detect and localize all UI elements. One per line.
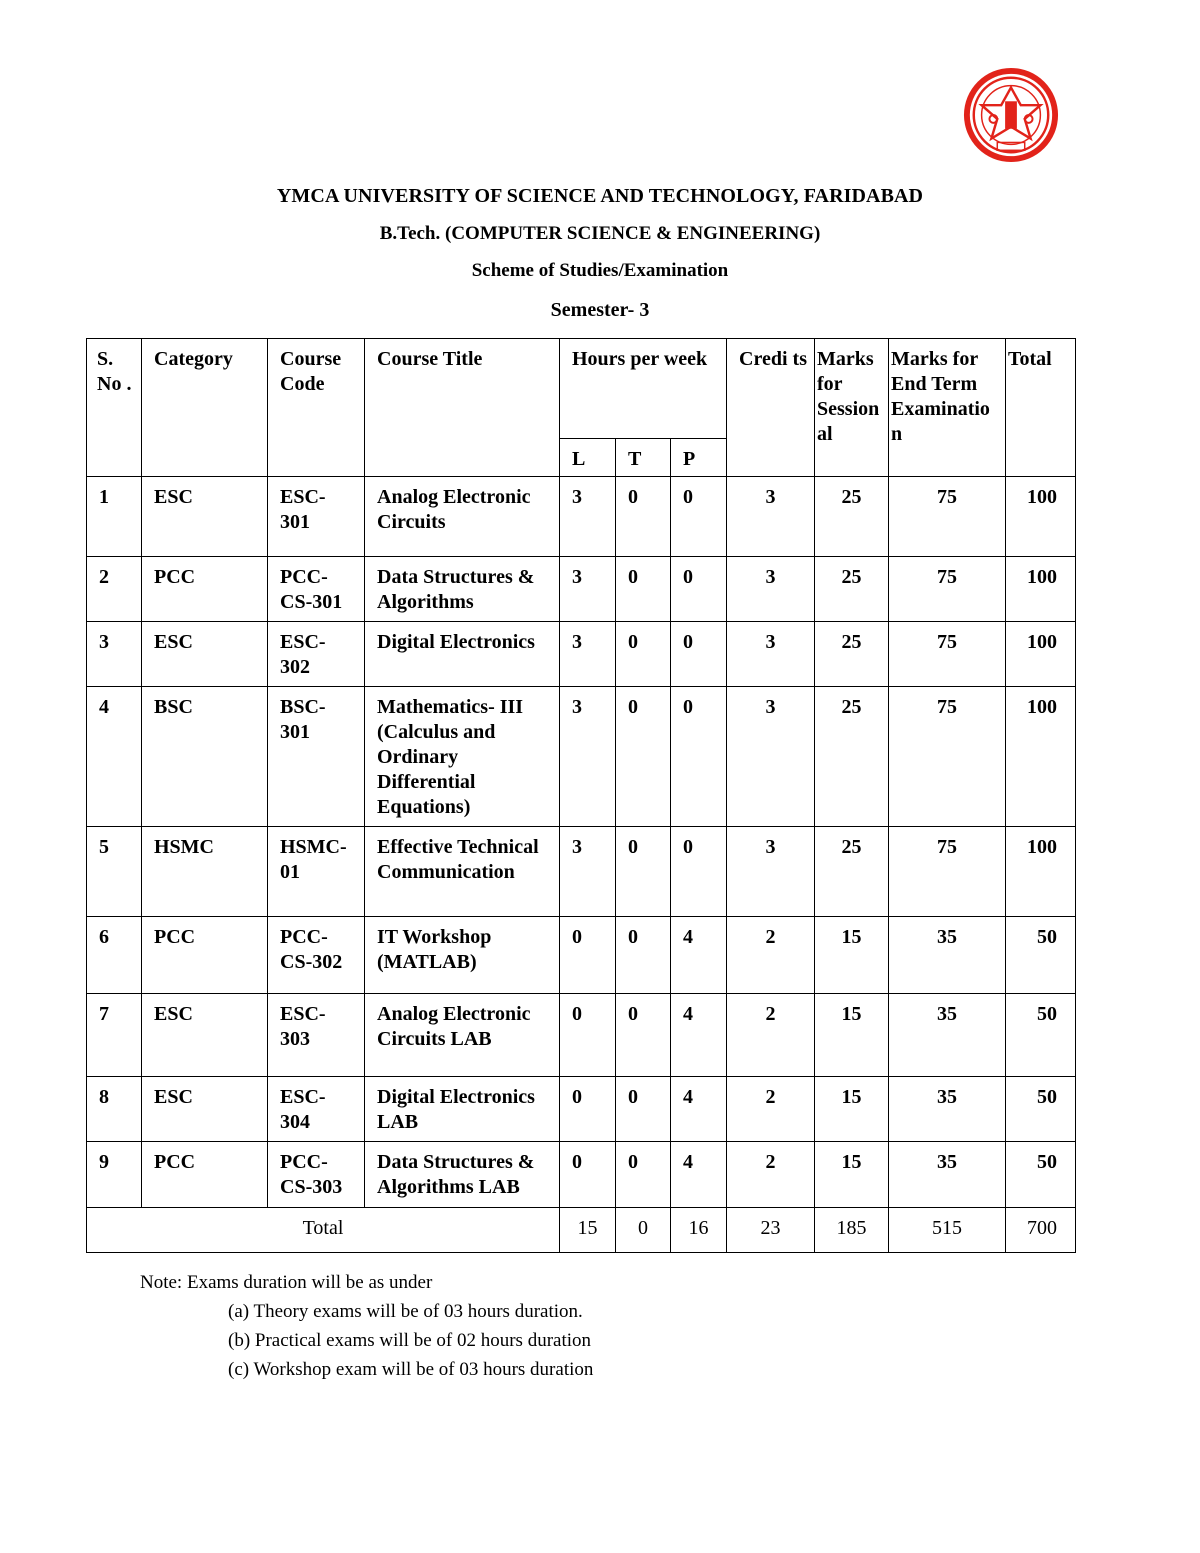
cell-t: 0: [616, 622, 671, 687]
cell-category: ESC: [142, 994, 268, 1077]
table-row: [87, 622, 1076, 687]
cell-course-code: BSC- 301: [268, 687, 365, 827]
cell-course-title: IT Workshop (MATLAB): [365, 917, 560, 994]
note-title: Note: Exams duration will be as under: [140, 1272, 433, 1293]
note-item: (b) Practical exams will be of 02 hours duration: [228, 1330, 592, 1351]
total-p: 16: [671, 1208, 727, 1253]
cell-sno: 3: [87, 622, 142, 687]
cell-course-title: Mathematics- III (Calculus and Ordinary Differential Equations): [365, 687, 560, 827]
cell-end-term: 35: [889, 1077, 1006, 1142]
total-row: [87, 1208, 1076, 1253]
cell-credits: 3: [727, 622, 815, 687]
table-row: [87, 557, 1076, 622]
total-l: 15: [560, 1208, 616, 1253]
cell-course-code: PCC- CS-301: [268, 557, 365, 622]
header-sno: S. No .: [87, 339, 142, 477]
cell-l: 3: [560, 557, 616, 622]
scheme-table: [86, 338, 1076, 1253]
cell-l: 0: [560, 1142, 616, 1208]
header-hours-per-week: Hours per week: [560, 339, 727, 439]
note-item: (a) Theory exams will be of 03 hours duration.: [228, 1301, 583, 1322]
cell-end-term: 75: [889, 827, 1006, 917]
cell-sno: 6: [87, 917, 142, 994]
cell-category: PCC: [142, 1142, 268, 1208]
cell-sessional: 25: [815, 557, 889, 622]
cell-p: 4: [671, 1142, 727, 1208]
cell-credits: 2: [727, 994, 815, 1077]
total-sessional: 185: [815, 1208, 889, 1253]
cell-course-code: PCC- CS-302: [268, 917, 365, 994]
cell-t: 0: [616, 1142, 671, 1208]
table-row: [87, 1077, 1076, 1142]
cell-l: 0: [560, 917, 616, 994]
table-row: [87, 917, 1076, 994]
cell-end-term: 75: [889, 477, 1006, 557]
cell-end-term: 35: [889, 1142, 1006, 1208]
cell-t: 0: [616, 1077, 671, 1142]
header-l: L: [560, 439, 616, 477]
header-t: T: [616, 439, 671, 477]
cell-t: 0: [616, 477, 671, 557]
cell-total: 50: [1006, 1077, 1076, 1142]
cell-t: 0: [616, 557, 671, 622]
cell-l: 0: [560, 1077, 616, 1142]
header-course-title: Course Title: [365, 339, 560, 477]
cell-category: PCC: [142, 557, 268, 622]
cell-sessional: 15: [815, 917, 889, 994]
cell-t: 0: [616, 687, 671, 827]
cell-end-term: 75: [889, 557, 1006, 622]
cell-course-code: ESC- 303: [268, 994, 365, 1077]
cell-sno: 2: [87, 557, 142, 622]
cell-total: 50: [1006, 917, 1076, 994]
cell-p: 4: [671, 1077, 727, 1142]
cell-credits: 3: [727, 687, 815, 827]
table-body: [87, 477, 1076, 1253]
cell-sessional: 25: [815, 827, 889, 917]
cell-course-title: Data Structures & Algorithms: [365, 557, 560, 622]
cell-sno: 1: [87, 477, 142, 557]
table-row: [87, 1142, 1076, 1208]
cell-credits: 2: [727, 1142, 815, 1208]
scheme-title: Scheme of Studies/Examination: [471, 260, 729, 281]
cell-sno: 5: [87, 827, 142, 917]
total-end-term: 515: [889, 1208, 1006, 1253]
cell-sessional: 25: [815, 477, 889, 557]
cell-sno: 7: [87, 994, 142, 1077]
cell-sno: 4: [87, 687, 142, 827]
cell-end-term: 75: [889, 622, 1006, 687]
cell-course-title: Data Structures & Algorithms LAB: [365, 1142, 560, 1208]
header-sessional-marks: Marks for Session al: [815, 339, 889, 477]
cell-end-term: 35: [889, 917, 1006, 994]
cell-course-code: PCC- CS-303: [268, 1142, 365, 1208]
programme-title: B.Tech. (COMPUTER SCIENCE & ENGINEERING): [379, 223, 821, 244]
cell-sessional: 15: [815, 1077, 889, 1142]
cell-course-code: ESC- 302: [268, 622, 365, 687]
cell-course-code: HSMC- 01: [268, 827, 365, 917]
note-list: [140, 1297, 593, 1384]
total-t: 0: [616, 1208, 671, 1253]
university-seal-logo: [962, 66, 1060, 164]
cell-p: 4: [671, 917, 727, 994]
cell-category: PCC: [142, 917, 268, 994]
cell-total: 100: [1006, 557, 1076, 622]
table-row: [87, 687, 1076, 827]
cell-l: 3: [560, 687, 616, 827]
cell-p: 0: [671, 622, 727, 687]
header-category: Category: [142, 339, 268, 477]
cell-end-term: 75: [889, 687, 1006, 827]
header-credits: Credi ts: [727, 339, 815, 477]
cell-t: 0: [616, 994, 671, 1077]
cell-category: HSMC: [142, 827, 268, 917]
cell-l: 3: [560, 477, 616, 557]
university-name: YMCA UNIVERSITY OF SCIENCE AND TECHNOLOGY, FARIDABAD: [276, 185, 924, 207]
cell-credits: 3: [727, 827, 815, 917]
cell-t: 0: [616, 917, 671, 994]
cell-course-code: ESC- 301: [268, 477, 365, 557]
header-course-code: Course Code: [268, 339, 365, 477]
cell-end-term: 35: [889, 994, 1006, 1077]
cell-course-title: Digital Electronics: [365, 622, 560, 687]
cell-sessional: 25: [815, 622, 889, 687]
cell-credits: 2: [727, 917, 815, 994]
table-row: [87, 994, 1076, 1077]
cell-category: BSC: [142, 687, 268, 827]
exam-duration-notes: [140, 1268, 593, 1384]
note-item: (c) Workshop exam will be of 03 hours duration: [228, 1359, 594, 1380]
table-row: [87, 477, 1076, 557]
cell-t: 0: [616, 827, 671, 917]
cell-p: 0: [671, 557, 727, 622]
cell-category: ESC: [142, 622, 268, 687]
cell-sessional: 15: [815, 994, 889, 1077]
total-credits: 23: [727, 1208, 815, 1253]
cell-total: 100: [1006, 477, 1076, 557]
cell-credits: 3: [727, 477, 815, 557]
cell-category: ESC: [142, 1077, 268, 1142]
header-end-term-marks: Marks for End Term Examinatio n: [889, 339, 1006, 477]
cell-sno: 8: [87, 1077, 142, 1142]
cell-total: 50: [1006, 1142, 1076, 1208]
header-p: P: [671, 439, 727, 477]
total-label: Total: [87, 1208, 560, 1253]
cell-total: 100: [1006, 622, 1076, 687]
cell-p: 0: [671, 827, 727, 917]
cell-course-title: Analog Electronic Circuits: [365, 477, 560, 557]
cell-total: 100: [1006, 687, 1076, 827]
cell-total: 100: [1006, 827, 1076, 917]
cell-p: 4: [671, 994, 727, 1077]
cell-sno: 9: [87, 1142, 142, 1208]
cell-credits: 2: [727, 1077, 815, 1142]
cell-credits: 3: [727, 557, 815, 622]
cell-p: 0: [671, 687, 727, 827]
cell-l: 0: [560, 994, 616, 1077]
cell-course-title: Effective Technical Communication: [365, 827, 560, 917]
cell-p: 0: [671, 477, 727, 557]
semester-title: Semester- 3: [550, 299, 650, 321]
table-row: [87, 827, 1076, 917]
cell-course-title: Digital Electronics LAB: [365, 1077, 560, 1142]
cell-l: 3: [560, 827, 616, 917]
cell-sessional: 25: [815, 687, 889, 827]
cell-total: 50: [1006, 994, 1076, 1077]
total-total: 700: [1006, 1208, 1076, 1253]
cell-course-title: Analog Electronic Circuits LAB: [365, 994, 560, 1077]
header-total: Total: [1006, 339, 1076, 477]
cell-category: ESC: [142, 477, 268, 557]
cell-sessional: 15: [815, 1142, 889, 1208]
cell-course-code: ESC- 304: [268, 1077, 365, 1142]
cell-l: 3: [560, 622, 616, 687]
